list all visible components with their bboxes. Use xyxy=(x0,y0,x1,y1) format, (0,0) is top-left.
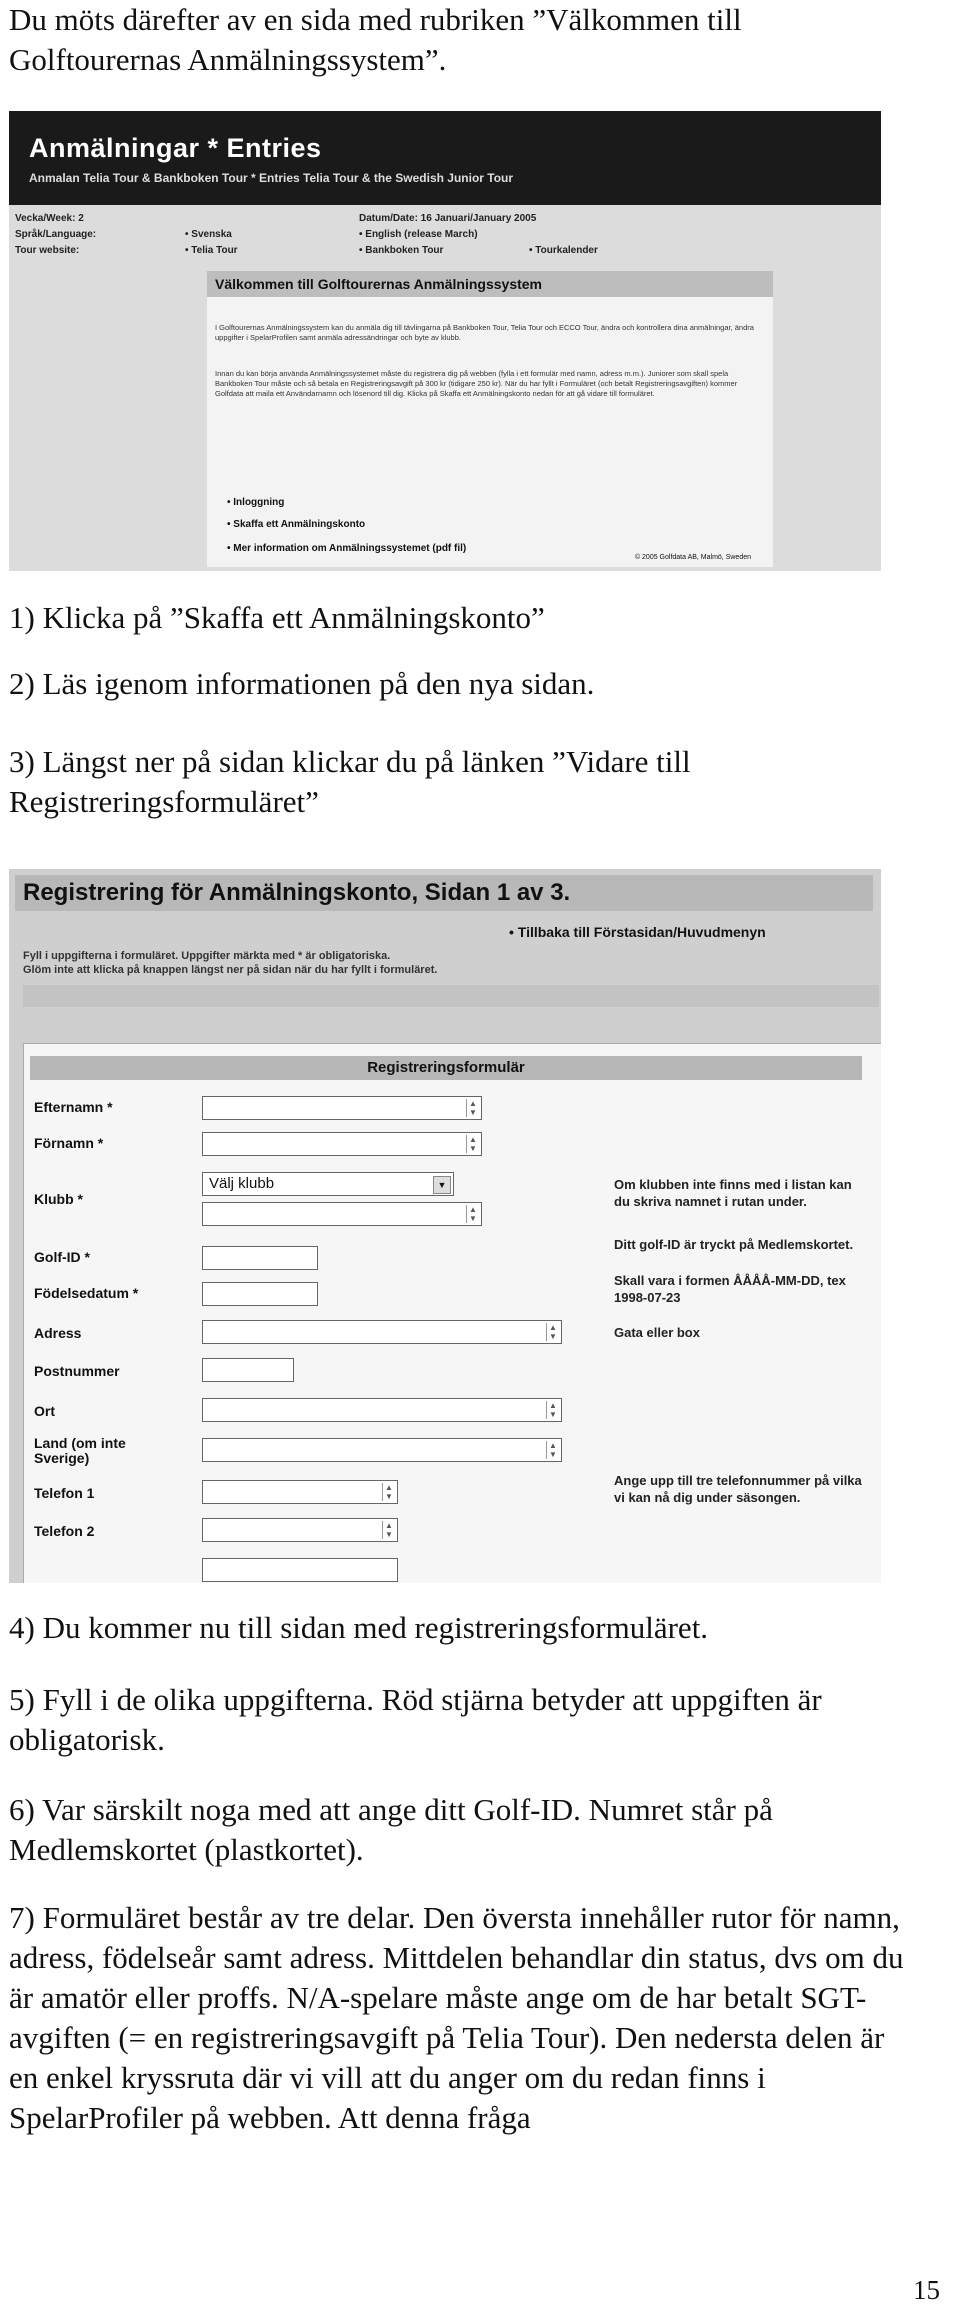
spinner-icon: ▲ ▼ xyxy=(546,1441,559,1459)
login-link[interactable]: • Inloggning xyxy=(227,497,285,508)
info-row xyxy=(9,213,881,227)
step-5: 5) Fyll i de olika uppgifterna. Röd stjärna betyder att uppgiften är obligatorisk. xyxy=(9,1682,822,1757)
club-text-input[interactable] xyxy=(202,1202,482,1226)
info-cell: Vecka/Week: 2 xyxy=(15,213,84,224)
instruction-1: Fyll i uppgifterna i formuläret. Uppgifter märkta med * är obligatoriska. xyxy=(23,950,391,962)
welcome-text-2: Innan du kan börja använda Anmälningssystemet måste du registrera dig på webben (fylla i ett formulär med namn, adress m.m.). Juniorer som skall spela Bankboken Tour måste och så betala en Registreringsavgift på 300 kr (tidigare 250 kr). När du har fyllt i Formuläret (och betalt Registreringsavgiften) kommer Golfdata att maila ett Användarnamn och lösenord till dig. Klicka på Skaffa ett Anmälningskonto nedan för att gå vidare till formuläret. xyxy=(215,369,738,398)
step-2: 2) Läs igenom informationen på den nya sidan. xyxy=(9,666,595,701)
city-label: Ort xyxy=(34,1403,55,1419)
form-title: Registreringsformulär xyxy=(30,1056,862,1080)
address-help: Gata eller box xyxy=(614,1325,700,1340)
language-english-link[interactable]: • English (release March) xyxy=(359,229,478,240)
welcome-text-1: I Golftourernas Anmälningssystem kan du anmäla dig till tävlingarna på Bankboken Tour, Telia Tour och ECCO Tour, ändra och kontrollera dina anmälningar, ändra uppgifter i SpelarProfilen samt anmäla adressändringar och byte av klubb. xyxy=(215,323,754,342)
entries-header xyxy=(9,111,881,205)
step-4: 4) Du kommer nu till sidan med registreringsformuläret. xyxy=(9,1610,709,1645)
country-input[interactable] xyxy=(202,1438,562,1462)
firstname-input[interactable] xyxy=(202,1132,482,1156)
info-cell: Datum/Date: 16 Januari/January 2005 xyxy=(359,213,537,224)
spinner-icon: ▲ ▼ xyxy=(382,1483,395,1501)
step-7: 7) Formuläret består av tre delar. Den översta innehåller rutor för namn, adress, födelseår samt adress. Mittdelen behandlar din status, dvs om du är amatör eller proffs. N/A-spelare måste ange om de har betalt SGT-avgiften (= en registreringsavgift på Telia Tour). Den nedersta delen är en enkel kryssruta där vi vill att du anger om du redan finns i SpelarProfiler på webben. Att denna fråga xyxy=(9,1900,904,2135)
birthdate-label: Födelsedatum * xyxy=(34,1285,139,1301)
phone2-label: Telefon 2 xyxy=(34,1523,95,1539)
page-number: 15 xyxy=(913,2275,940,2305)
spinner-icon: ▲ ▼ xyxy=(546,1401,559,1419)
country-label: Land (om inte Sverige) xyxy=(34,1435,126,1466)
step-1: 1) Klicka på ”Skaffa ett Anmälningskonto” xyxy=(9,600,545,635)
registration-title: Registrering för Anmälningskonto, Sidan 1 av 3. xyxy=(15,875,873,911)
entries-title: Anmälningar * Entries xyxy=(29,133,322,163)
back-link[interactable]: • Tillbaka till Förstasidan/Huvudmenyn xyxy=(509,924,766,940)
city-input[interactable] xyxy=(202,1398,562,1422)
phone2-input[interactable] xyxy=(202,1518,398,1542)
lastname-input[interactable] xyxy=(202,1096,482,1120)
club-label: Klubb * xyxy=(34,1191,83,1207)
spinner-icon: ▲ ▼ xyxy=(466,1135,479,1153)
golfid-help: Ditt golf-ID är tryckt på Medlemskortet. xyxy=(614,1237,854,1252)
info-cell: Språk/Language: xyxy=(15,229,97,240)
step-6: 6) Var särskilt noga med att ange ditt Golf-ID. Numret står på Medlemskortet (plastkortet). xyxy=(9,1792,773,1867)
golfid-label: Golf-ID * xyxy=(34,1249,90,1265)
birthdate-help: Skall vara i formen ÅÅÅÅ-MM-DD, tex 1998-07-23 xyxy=(614,1273,846,1305)
more-info-link[interactable]: • Mer information om Anmälningssystemet (pdf fil) xyxy=(227,543,467,554)
bankboken-tour-link[interactable]: • Bankboken Tour xyxy=(359,245,444,256)
spinner-icon: ▲ ▼ xyxy=(382,1521,395,1539)
welcome-panel xyxy=(207,271,773,567)
registration-form xyxy=(23,1043,881,1583)
info-cell: Tour website: xyxy=(15,245,80,256)
phone3-input[interactable] xyxy=(202,1558,398,1582)
phone1-input[interactable] xyxy=(202,1480,398,1504)
instructions xyxy=(23,949,437,977)
instruction-2: Glöm inte att klicka på knappen längst ner på sidan när du har fyllt i formuläret. xyxy=(23,964,438,976)
phone-help: Ange upp till tre telefonnummer på vilka vi kan nå dig under säsongen. xyxy=(614,1473,862,1505)
telia-tour-link[interactable]: • Telia Tour xyxy=(185,245,238,256)
address-input[interactable] xyxy=(202,1320,562,1344)
copyright: © 2005 Golfdata AB, Malmö, Sweden xyxy=(634,554,751,561)
spinner-icon: ▲ ▼ xyxy=(466,1205,479,1223)
spinner-icon: ▲ ▼ xyxy=(466,1099,479,1117)
birthdate-input[interactable] xyxy=(202,1282,318,1306)
create-account-link[interactable]: • Skaffa ett Anmälningskonto xyxy=(227,519,366,530)
info-row xyxy=(9,229,881,243)
club-select[interactable] xyxy=(202,1172,454,1196)
divider-bar xyxy=(23,985,879,1007)
intro-text: Du möts därefter av en sida med rubriken ”Välkommen till Golftourernas Anmälningssystem”. xyxy=(9,2,742,77)
firstname-label: Förnamn * xyxy=(34,1135,104,1151)
chevron-down-icon[interactable]: ▼ xyxy=(433,1176,451,1194)
spinner-icon: ▲ ▼ xyxy=(546,1323,559,1341)
entries-subtitle: Anmalan Telia Tour & Bankboken Tour * Entries Telia Tour & the Swedish Junior Tour xyxy=(29,171,514,185)
postcode-input[interactable] xyxy=(202,1358,294,1382)
tourkalender-link[interactable]: • Tourkalender xyxy=(529,245,598,256)
info-row xyxy=(9,245,881,259)
lastname-label: Efternamn * xyxy=(34,1099,113,1115)
registration-screenshot xyxy=(9,869,881,1583)
postcode-label: Postnummer xyxy=(34,1363,120,1379)
step-3: 3) Längst ner på sidan klickar du på länken ”Vidare till Registreringsformuläret” xyxy=(9,744,691,819)
golfid-input[interactable] xyxy=(202,1246,318,1270)
phone1-label: Telefon 1 xyxy=(34,1485,95,1501)
language-swedish-link[interactable]: • Svenska xyxy=(185,229,232,240)
club-select-value: Välj klubb xyxy=(209,1175,275,1192)
entries-screenshot xyxy=(9,111,881,571)
address-label: Adress xyxy=(34,1325,82,1341)
welcome-title: Välkommen till Golftourernas Anmälningssystem xyxy=(207,271,773,297)
club-help: Om klubben inte finns med i listan kan du skriva namnet i rutan under. xyxy=(614,1177,852,1209)
